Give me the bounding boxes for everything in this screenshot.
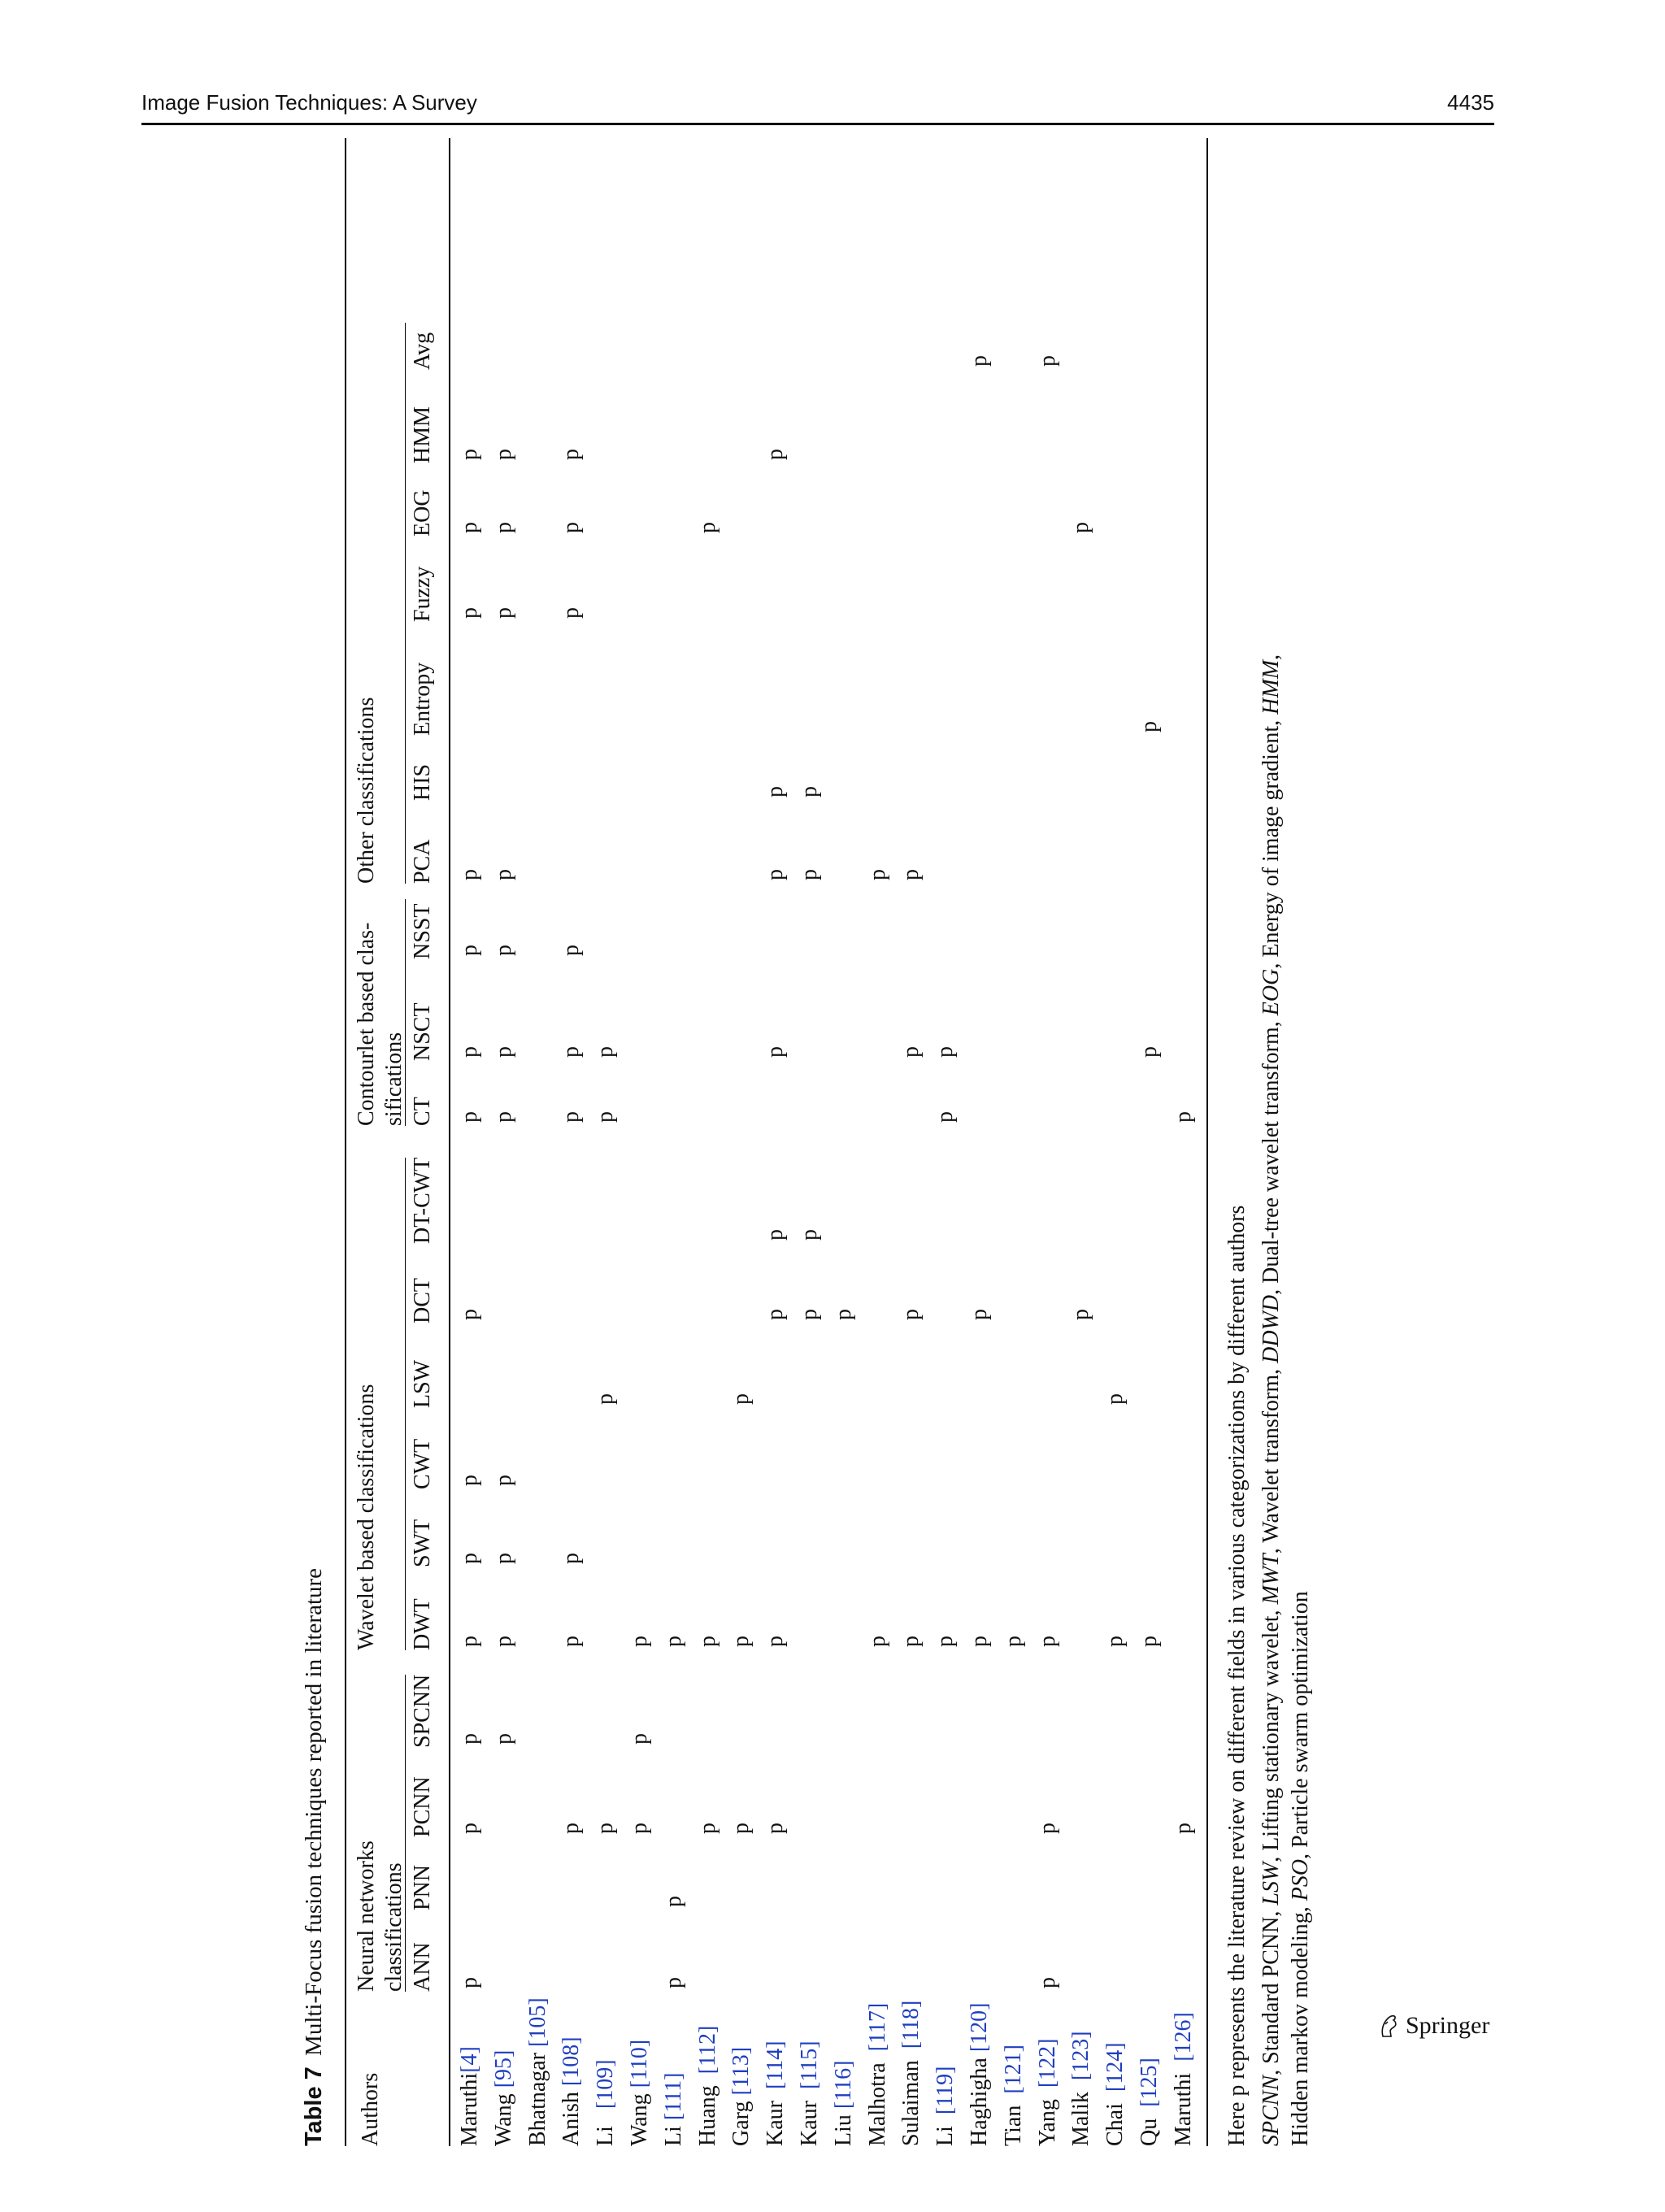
mark-dct: p (1068, 1309, 1094, 1320)
mark-pcnn: p (728, 1823, 754, 1834)
author-name: Malik (1068, 2080, 1094, 2146)
column-header-entropy: Entropy (410, 662, 435, 736)
column-header-nsst: NSST (410, 903, 435, 959)
mark-dwt: p (1137, 1636, 1162, 1647)
mark-pcnn: p (457, 1823, 482, 1834)
group-header: Other classifications (354, 697, 379, 884)
mark-dwt: p (763, 1636, 789, 1647)
author-cell (1171, 2012, 1197, 2146)
column-header-pnn: PNN (410, 1864, 435, 1910)
mark-dwt: p (1000, 1636, 1026, 1647)
citation-link[interactable]: [125] (1137, 2058, 1162, 2107)
citation-link[interactable]: [105] (524, 1997, 550, 2047)
column-header-spcnn: SPCNN (410, 1674, 435, 1748)
column-header-lsw: LSW (410, 1359, 435, 1408)
column-header-avg: Avg (410, 332, 435, 370)
author-name: Kaur (763, 2089, 789, 2146)
publisher-brand (1376, 2012, 1489, 2040)
citation-link[interactable]: [116] (830, 2060, 856, 2110)
group-header: Neural networks classifications (354, 1840, 406, 1992)
citation-link[interactable]: [95] (490, 2049, 516, 2088)
table-row (797, 138, 829, 2146)
mark-swt: p (559, 1553, 585, 1564)
mark-pcnn: p (627, 1823, 652, 1834)
citation-link[interactable]: [115] (797, 2040, 822, 2090)
author-cell (763, 2040, 789, 2146)
mark-pcnn: p (694, 1823, 720, 1834)
mark-ct: p (559, 1111, 585, 1123)
mark-dwt: p (1102, 1636, 1128, 1647)
author-cell (695, 2026, 721, 2146)
author-cell (1137, 2058, 1163, 2146)
table-caption (301, 1568, 328, 2146)
author-name: Sulaiman (898, 2049, 924, 2146)
mark-dwt: p (660, 1636, 686, 1647)
abbreviation: EOG (1259, 968, 1284, 1016)
table-label: Table 7 (301, 2066, 327, 2146)
bottom-rule (1206, 138, 1208, 2146)
column-header-pcnn: PCNN (410, 1776, 435, 1837)
table-note: Here p represents the literature review on different fields in various categorizations by different authors (1224, 1205, 1250, 2146)
mark-ann: p (660, 1977, 686, 1988)
mark-lsw: p (1102, 1393, 1128, 1405)
author-name: Kaur (797, 2089, 822, 2146)
column-header-dwt: DWT (410, 1598, 435, 1650)
rotated-table (301, 138, 1350, 2146)
abbreviation-definition: , Standard PCNN, (1259, 1905, 1284, 2075)
author-name: Li (660, 2120, 686, 2146)
mark-his: p (763, 786, 789, 797)
author-cell (831, 2061, 857, 2147)
mark-nsst: p (490, 945, 516, 956)
abbreviation: MWT (1259, 1554, 1284, 1605)
table-row (593, 138, 625, 2146)
group-header: Contourlet based clas- sifications (354, 922, 406, 1126)
author-name: Li (593, 2109, 619, 2146)
mark-ct: p (457, 1111, 482, 1123)
mark-nsst: p (559, 945, 585, 956)
mark-dwt: p (898, 1636, 924, 1647)
mark-eog: p (1068, 522, 1094, 533)
abbreviation-definition: , Wavelet transform, (1259, 1362, 1284, 1554)
abbreviation-definition: , Dual-tree wavelet transform, (1259, 1015, 1284, 1295)
author-name: Maruthi (457, 2072, 482, 2146)
mark-ct: p (932, 1111, 959, 1123)
mark-ann: p (457, 1977, 482, 1988)
mark-ct: p (593, 1111, 619, 1123)
citation-link[interactable]: [114] (763, 2040, 789, 2090)
table-row (1137, 138, 1169, 2146)
author-name: Garg (728, 2095, 754, 2146)
table-row (865, 138, 898, 2146)
mark-pca: p (797, 869, 822, 880)
mark-dt-cwt: p (763, 1229, 789, 1241)
author-cell (797, 2040, 823, 2146)
citation-link[interactable]: [119] (932, 2066, 959, 2115)
author-name: Yang (1034, 2088, 1060, 2146)
table-row (1035, 138, 1067, 2146)
table-row (967, 138, 999, 2146)
mark-entropy: p (1137, 721, 1162, 732)
table-row (491, 138, 524, 2146)
group-rule (405, 323, 406, 884)
header-rule (449, 138, 450, 2146)
mark-dct: p (763, 1309, 789, 1320)
table-row (728, 138, 761, 2146)
mark-eog: p (694, 522, 720, 533)
citation-link[interactable]: [113] (728, 2046, 754, 2096)
mark-dct: p (830, 1309, 856, 1320)
journal-title: Image Fusion Techniques: A Survey (141, 90, 477, 115)
column-header-hmm: HMM (410, 406, 435, 463)
citation-link[interactable]: [117] (864, 2002, 890, 2052)
mark-dct: p (967, 1309, 992, 1320)
mark-dct: p (898, 1309, 924, 1320)
mark-pcnn: p (1034, 1823, 1060, 1834)
author-name: Tian (1000, 2093, 1026, 2146)
mark-dwt: p (967, 1636, 992, 1647)
mark-dwt: p (864, 1636, 890, 1647)
mark-avg: p (967, 355, 992, 367)
author-name: Anish (559, 2086, 585, 2146)
citation-link[interactable]: [122] (1034, 2038, 1060, 2088)
mark-pca: p (490, 869, 516, 880)
author-name: Li (932, 2114, 959, 2146)
table-row (457, 138, 489, 2146)
column-header-nsct: NSCT (410, 1002, 435, 1061)
citation-link[interactable]: [111] (660, 2072, 686, 2121)
column-header-eog: EOG (410, 489, 435, 537)
mark-cwt: p (490, 1475, 516, 1486)
column-header-dct: DCT (410, 1278, 435, 1323)
group-header: Wavelet based classifications (354, 1384, 379, 1650)
mark-fuzzy: p (559, 607, 585, 619)
citation-link[interactable]: [118] (898, 2000, 924, 2049)
citation-link[interactable]: [121] (1000, 2045, 1026, 2094)
abbreviation: HMM (1259, 659, 1284, 715)
mark-hmm: p (457, 449, 482, 460)
mark-dwt: p (1034, 1636, 1060, 1647)
author-cell (932, 2066, 959, 2147)
abbreviation-definition: , Particle swarm optimization (1288, 1591, 1313, 1859)
mark-fuzzy: p (490, 607, 516, 619)
author-cell (491, 2050, 517, 2146)
mark-pca: p (457, 869, 482, 880)
page-number: 4435 (1447, 90, 1494, 115)
mark-pnn: p (660, 1896, 686, 1907)
author-name: Liu (830, 2109, 856, 2146)
author-name: Huang (694, 2074, 720, 2146)
author-cell (593, 2059, 619, 2146)
table-row (831, 138, 863, 2146)
mark-his: p (797, 786, 822, 797)
column-header-cwt: CWT (410, 1438, 435, 1489)
mark-nsct: p (593, 1046, 619, 1058)
mark-dwt: p (932, 1636, 959, 1647)
abbreviation-definition: , Lifting stationary wavelet, (1259, 1604, 1284, 1862)
citation-link[interactable]: [120] (967, 2002, 992, 2053)
mark-swt: p (490, 1553, 516, 1564)
mark-nsct: p (559, 1046, 585, 1058)
group-rule (405, 899, 406, 1126)
mark-dwt: p (694, 1636, 720, 1647)
mark-pcnn: p (593, 1823, 619, 1834)
table-row (1001, 138, 1033, 2146)
mark-pca: p (898, 869, 924, 880)
author-cell (457, 2046, 483, 2146)
mark-eog: p (490, 522, 516, 533)
citation-link[interactable]: [108] (559, 2036, 585, 2087)
table-row (763, 138, 795, 2146)
mark-ann: p (1034, 1977, 1060, 1988)
mark-dt-cwt: p (797, 1229, 822, 1241)
author-name: Malhotra (864, 2051, 890, 2146)
author-name: Maruthi (1170, 2061, 1196, 2146)
mark-pcnn: p (1170, 1823, 1196, 1834)
mark-pcnn: p (559, 1823, 585, 1834)
abbreviation-definition: , Energy of image gradient, (1259, 714, 1284, 969)
citation-link[interactable]: [4] (457, 2046, 482, 2073)
running-header (141, 84, 1494, 125)
springer-horse-icon (1376, 2012, 1401, 2040)
group-rule (405, 1158, 406, 1650)
abbreviation: DDWD (1259, 1294, 1284, 1363)
table-row (1068, 138, 1101, 2146)
author-cell (967, 2002, 993, 2146)
mark-hmm: p (490, 449, 516, 460)
mark-lsw: p (728, 1393, 754, 1405)
author-name: Chai (1102, 2092, 1128, 2146)
citation-link[interactable]: [126] (1170, 2012, 1196, 2062)
mark-dwt: p (457, 1636, 482, 1647)
mark-dwt: p (490, 1636, 516, 1647)
mark-dct: p (797, 1309, 822, 1320)
mark-nsct: p (763, 1046, 789, 1058)
table-row (661, 138, 693, 2146)
mark-cwt: p (457, 1475, 482, 1486)
author-cell (1102, 2042, 1128, 2146)
author-name: Bhatnagar (524, 2046, 550, 2146)
column-header-his: HIS (410, 763, 435, 801)
mark-dwt: p (627, 1636, 652, 1647)
mark-nsct: p (898, 1046, 924, 1058)
mark-pcnn: p (763, 1823, 789, 1834)
author-cell (559, 2036, 585, 2146)
table-row (525, 138, 558, 2146)
citation-link[interactable]: [112] (694, 2025, 720, 2075)
author-cell (1001, 2045, 1027, 2146)
abbreviation: PSO (1288, 1858, 1313, 1901)
mark-dct: p (457, 1309, 482, 1320)
mark-nsct: p (490, 1046, 516, 1058)
author-cell (1035, 2038, 1061, 2146)
top-rule (345, 138, 346, 2146)
mark-nsct: p (457, 1046, 482, 1058)
mark-eog: p (457, 522, 482, 533)
author-cell (728, 2047, 754, 2146)
mark-fuzzy: p (457, 607, 482, 619)
mark-nsst: p (457, 945, 482, 956)
mark-lsw: p (593, 1393, 619, 1405)
mark-spcnn: p (457, 1733, 482, 1745)
mark-dwt: p (559, 1636, 585, 1647)
column-header-pca: PCA (410, 839, 435, 884)
column-header-dt-cwt: DT-CWT (410, 1157, 435, 1244)
author-cell (865, 2003, 891, 2146)
mark-spcnn: p (490, 1733, 516, 1745)
author-name: Haghigha (967, 2052, 992, 2146)
mark-nsct: p (932, 1046, 959, 1058)
table-row (932, 138, 965, 2146)
table-row (1171, 138, 1203, 2146)
citation-link[interactable]: [124] (1102, 2042, 1128, 2092)
mark-avg: p (1034, 355, 1060, 367)
table-row (559, 138, 591, 2146)
mark-spcnn: p (627, 1733, 652, 1745)
author-cell (1068, 2031, 1094, 2146)
mark-nsct: p (1137, 1046, 1162, 1058)
mark-pca: p (864, 869, 890, 880)
column-header-ct: CT (410, 1097, 435, 1126)
author-cell (661, 2073, 687, 2146)
mark-ct: p (490, 1111, 516, 1123)
author-name: Qu (1137, 2106, 1162, 2146)
mark-eog: p (559, 522, 585, 533)
group-rule (405, 1675, 406, 1992)
author-cell (898, 2001, 924, 2146)
table-row (898, 138, 931, 2146)
column-header-ann: ANN (410, 1942, 435, 1992)
citation-link[interactable]: [123] (1068, 2031, 1094, 2081)
column-header-swt: SWT (410, 1519, 435, 1567)
brand-name: Springer (1406, 2012, 1490, 2039)
citation-link[interactable]: [109] (593, 2059, 619, 2110)
column-header-fuzzy: Fuzzy (410, 566, 435, 622)
mark-pca: p (763, 869, 789, 880)
author-cell (627, 2040, 653, 2146)
table-caption-text: Multi-Focus fusion techniques reported in literature (301, 1567, 327, 2056)
authors-header: Authors (358, 2072, 383, 2146)
citation-link[interactable]: [110] (627, 2039, 652, 2088)
author-name: Wang (627, 2088, 652, 2146)
abbreviation-note (1257, 602, 1315, 2146)
abbreviation: LSW (1259, 1862, 1284, 1906)
mark-swt: p (457, 1553, 482, 1564)
mark-hmm: p (763, 449, 789, 460)
mark-hmm: p (559, 449, 585, 460)
abbreviation-definition: , Hidden markov modeling, (1259, 654, 1313, 2146)
mark-dwt: p (728, 1636, 754, 1647)
mark-ct: p (1170, 1111, 1196, 1123)
table-row (627, 138, 659, 2146)
table-row (695, 138, 728, 2146)
table-row (1102, 138, 1135, 2146)
abbreviation: SPCNN (1259, 2075, 1284, 2146)
author-name: Wang (490, 2088, 516, 2146)
author-cell (525, 1997, 551, 2146)
